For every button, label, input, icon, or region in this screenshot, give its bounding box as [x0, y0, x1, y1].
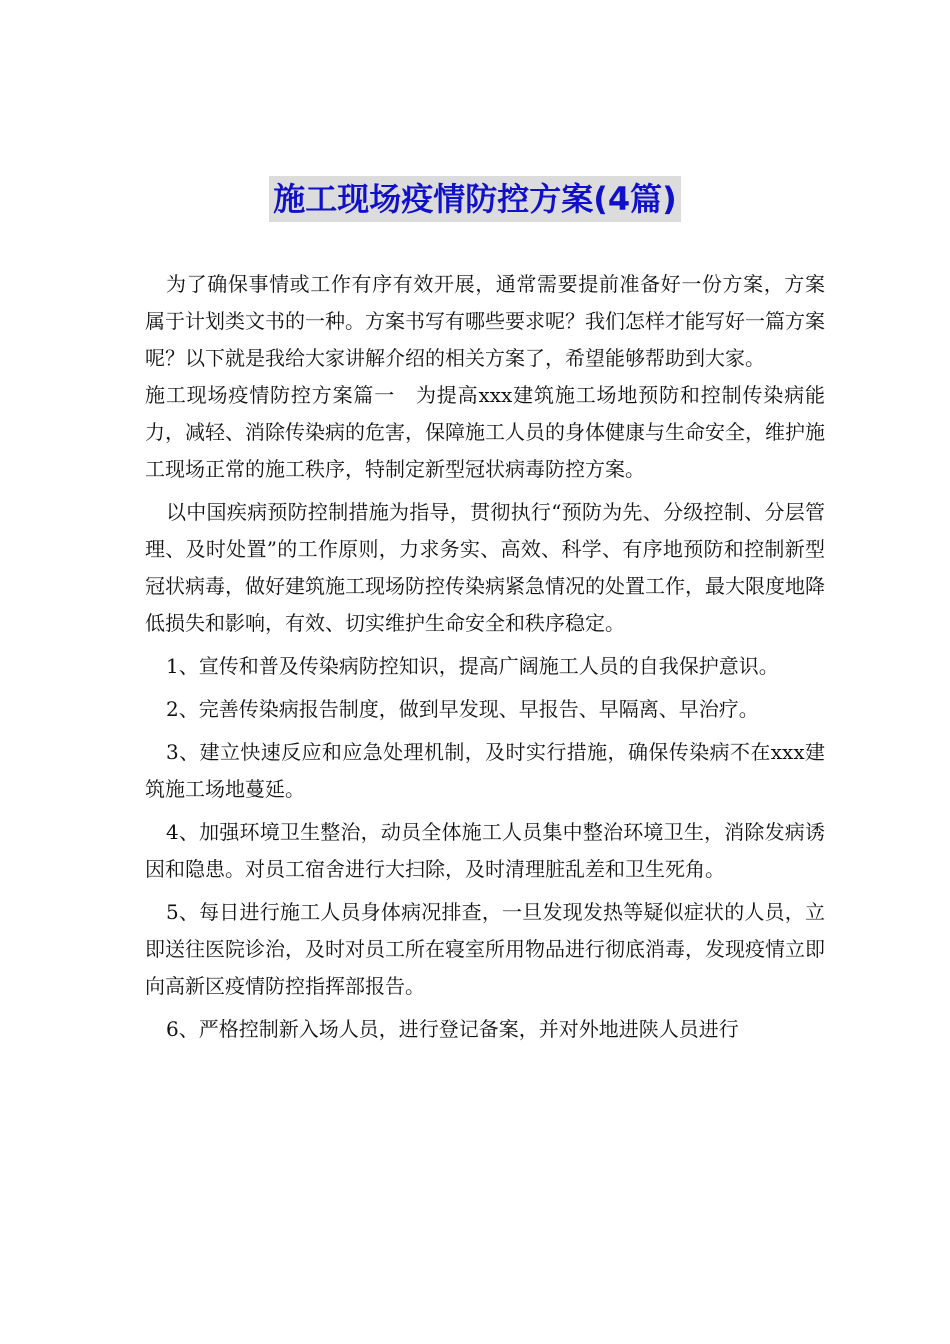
- principle-paragraph: 以中国疾病预防控制措施为指导，贯彻执行“预防为先、分级控制、分层管理、及时处置”的工作原则，力求务实、高效、科学、有序地预防和控制新型冠状病毒，做好建筑施工现场防控传染病紧急情况的处置工作，最大限度地降低损失和影响，有效、切实维护生命安全和秩序稳定。: [145, 500, 825, 635]
- section-one-paragraph: 施工现场疫情防控方案篇一 为提高xxx建筑施工场地预防和控制传染病能力，减轻、消除传染病的危害，保障施工人员的身体健康与生命安全，维护施工现场正常的施工秩序，特制定新型冠状病毒防控方案。: [145, 383, 825, 481]
- list-item-5: 5、每日进行施工人员身体病况排查，一旦发现发热等疑似症状的人员，立即送往医院诊治，及时对员工所在寝室所用物品进行彻底消毒，发现疫情立即向高新区疫情防控指挥部报告。: [145, 900, 825, 998]
- list-item-1: 1、宣传和普及传染病防控知识，提高广阔施工人员的自我保护意识。: [166, 654, 779, 678]
- list-item-6: 6、严格控制新入场人员，进行登记备案，并对外地进陕人员进行: [166, 1017, 739, 1041]
- intro-paragraph: 为了确保事情或工作有序有效开展，通常需要提前准备好一份方案，方案属于计划类文书的一种。方案书写有哪些要求呢？我们怎样才能写好一篇方案呢？以下就是我给大家讲解介绍的相关方案了，希望能够帮助到大家。: [145, 272, 825, 370]
- list-item-2: 2、完善传染病报告制度，做到早发现、早报告、早隔离、早治疗。: [166, 697, 759, 721]
- document-body: [145, 266, 825, 1048]
- document-title: 施工现场疫情防控方案(4篇): [269, 176, 681, 222]
- list-item-4: 4、加强环境卫生整治，动员全体施工人员集中整治环境卫生，消除发病诱因和隐患。对员工宿舍进行大扫除，及时清理脏乱差和卫生死角。: [145, 820, 825, 881]
- title-container: [0, 176, 950, 222]
- list-item-3: 3、建立快速反应和应急处理机制，及时实行措施，确保传染病不在xxx建筑施工场地蔓延。: [145, 740, 825, 801]
